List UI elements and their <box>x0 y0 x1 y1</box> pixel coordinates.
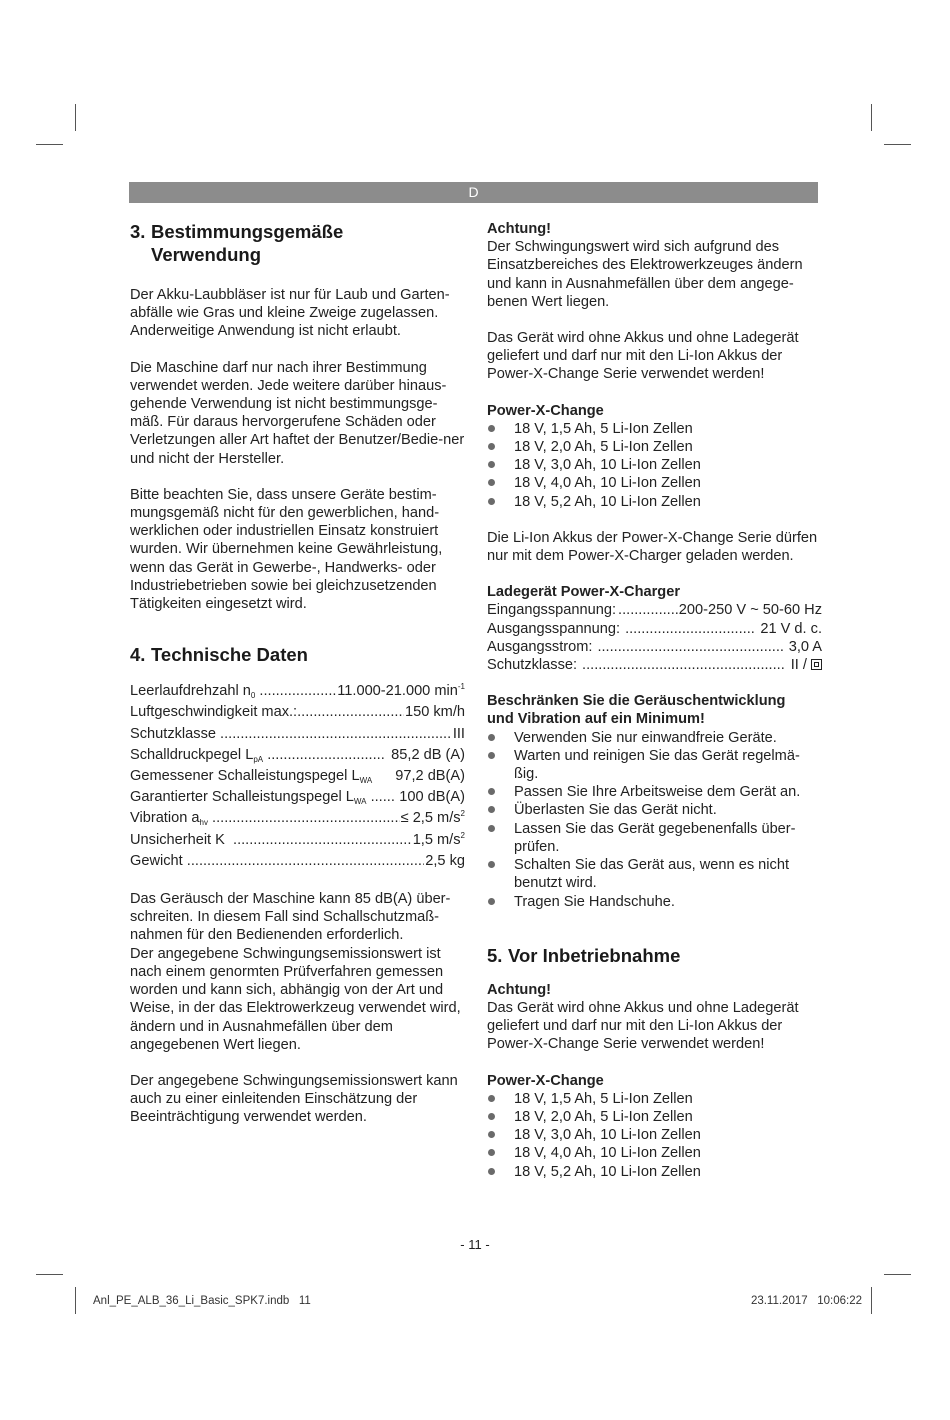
charge-text: Die Li-Ion Akkus der Power-X-Change Serie dürfen nur mit dem Power-X-Charger geladen werden. <box>487 529 818 565</box>
list-item: Überlasten Sie das Gerät nicht. <box>487 801 822 819</box>
section-3-paragraph: Bitte beachten Sie, dass unsere Geräte bestim-mungsgemäß nicht für den gewerblichen, hand-werklichen oder industriellen Einsatz konstruiert wurden. Wir übernehmen keine Gewährleistung, wenn das Gerät in Gewerbe-, Handwerks- oder Industriebetrieben sowie bei gleichzusetzenden Tätigkeiten eingesetzt wird. <box>130 486 443 613</box>
right-column <box>487 220 822 1181</box>
spec-value: ≤ 2,5 $m/s^2$ <box>400 809 465 827</box>
list-item: Passen Sie Ihre Arbeitsweise dem Gerät an. <box>487 783 822 801</box>
list-item: Schalten Sie das Gerät aus, wenn es nicht benutzt wird. <box>487 856 822 892</box>
charger-spec-value: 21 V d. c. <box>760 620 822 637</box>
list-item: 18 V, 4,0 Ah, 10 Li-Ion Zellen <box>487 474 822 492</box>
list-item: 18 V, 3,0 Ah, 10 Li-Ion Zellen <box>487 456 822 474</box>
charger-title: Ladegerät Power-X-Charger <box>487 584 681 601</box>
section-3-title-line1: Bestimmungsgemäße <box>151 221 344 242</box>
section-4-paragraph: Der angegebene Schwingungsemissionswert kann auch zu einer einleitenden Einschätzung der Beeinträchtigung verwendet werden. <box>130 1072 458 1126</box>
crop-mark <box>871 1287 872 1314</box>
section-3-number: 3. <box>130 221 146 242</box>
spec-label: Gemessener Schalleistungspegel $L_{WA}$ <box>130 768 373 786</box>
list-item: 18 V, 1,5 Ah, 5 Li-Ion Zellen <box>487 420 822 438</box>
charger-spec-row <box>487 656 822 674</box>
spec-row <box>130 681 465 702</box>
spec-row <box>130 745 465 766</box>
charger-spec-value: 3,0 A <box>788 638 822 655</box>
section-4-number: 4. <box>130 644 146 666</box>
spec-row <box>130 830 465 851</box>
spec-row <box>130 787 465 808</box>
list-item: Tragen Sie Handschuhe. <box>487 893 822 911</box>
spec-value: III <box>452 725 465 742</box>
section-4-paragraph: Der angegebene Schwingungsemissionswert ist nach einem genormten Prüfverfahren gemessen worden und kann sich, abhängig von der Art und Weise, in der das Elektrowerkzeug verwendet wird, ändern und in Ausnahmefällen über dem angegebenen Wert liegen. <box>130 945 461 1053</box>
list-item: 18 V, 2,0 Ah, 5 Li-Ion Zellen <box>487 1108 822 1126</box>
spec-label: Unsicherheit K <box>130 831 225 848</box>
spec-value: 1,5 $m/s^2$ <box>412 830 465 848</box>
language-header-bar <box>129 182 818 203</box>
achtung-text: Das Gerät wird ohne Akkus und ohne Ladegerät geliefert und darf nur mit den Li-Ion Akkus der Power-X-Change Serie verwendet werden! <box>487 999 799 1053</box>
pxc-title: Power-X-Change <box>487 402 604 419</box>
list-item: Warten und reinigen Sie das Gerät regelmä-ßig. <box>487 747 822 783</box>
achtung-text: Der Schwingungswert wird sich aufgrund des Einsatzbereiches des Elektrowerkzeuges ändern und kann in Ausnahmefällen über dem angege-benen Wert liegen. <box>487 239 803 310</box>
list-item: 18 V, 2,0 Ah, 5 Li-Ion Zellen <box>487 438 822 456</box>
charger-spec-row <box>487 601 822 619</box>
protection-class-ii-icon <box>811 659 822 670</box>
charger-spec-label: Ausgangsstrom: <box>487 638 593 655</box>
spec-label: Schutzklasse <box>130 725 216 742</box>
spec-label: Schalldruckpegel $L_{pA}$ <box>130 746 264 764</box>
noise-list <box>487 729 822 911</box>
list-item: 18 V, 4,0 Ah, 10 Li-Ion Zellen <box>487 1144 822 1162</box>
achtung-title: Achtung! <box>487 221 552 237</box>
section-5-title: Vor Inbetriebnahme <box>508 944 681 966</box>
crop-mark <box>36 144 63 145</box>
charger-spec-label: Eingangsspannung: <box>487 602 617 619</box>
section-4-title: Technische Daten <box>151 644 308 666</box>
footer-file-name: Anl_PE_ALB_36_Li_Basic_SPK7.indb 11 <box>93 1295 311 1307</box>
section-4-paragraph: Das Geräusch der Maschine kann 85 dB(A) über-schreiten. In diesem Fall sind Schallschutzmaß-nahmen für den Bedienenden erforderlich. <box>130 891 451 944</box>
crop-mark <box>871 104 872 131</box>
charger-spec-value: II / <box>786 656 822 674</box>
section-3-title-line2: Verwendung <box>151 244 261 265</box>
spec-value: 85,2 dB (A) <box>391 746 465 763</box>
charger-spec-row <box>487 638 822 656</box>
spec-label: Leerlaufdrehzahl $n_0$ <box>130 683 256 701</box>
delivery-text: Das Gerät wird ohne Akkus und ohne Ladegerät geliefert und darf nur mit den Li-Ion Akkus der Power-X-Change Serie verwendet werden! <box>487 330 799 383</box>
list-item: 18 V, 1,5 Ah, 5 Li-Ion Zellen <box>487 1090 822 1108</box>
noise-title: Beschränken Sie die Geräuschentwicklung und Vibration auf ein Minimum! <box>487 693 786 728</box>
pxc-list <box>487 1090 822 1181</box>
spec-label: Gewicht <box>130 852 183 869</box>
pxc-list <box>487 420 822 511</box>
spec-label: Garantierter Schalleistungspegel $L_{WA}$ <box>130 789 367 807</box>
crop-mark <box>884 1274 911 1275</box>
spec-value: 11.000-21.000 $\min^{-1}$ <box>337 682 465 700</box>
section-3-heading <box>130 220 465 266</box>
spec-label: Vibration $a_{hv}$ <box>130 810 208 828</box>
charger-spec-label: Ausgangsspannung: <box>487 620 621 637</box>
charger-spec-value: 200-250 V ~ 50-60 Hz <box>678 602 822 619</box>
spec-value: 97,2 dB(A) <box>395 768 465 785</box>
pxc-title: Power-X-Change <box>487 1072 604 1089</box>
section-4-heading <box>130 643 465 666</box>
list-item: 18 V, 5,2 Ah, 10 Li-Ion Zellen <box>487 1163 822 1181</box>
language-code: D <box>468 184 479 200</box>
spec-value: 2,5 kg <box>425 852 465 869</box>
section-3-paragraph: Der Akku-Laubbläser ist nur für Laub und Garten-abfälle wie Gras und kleine Zweige zugelassen. Anderweitige Anwendung ist nicht erlaubt. <box>130 287 450 340</box>
list-item: Lassen Sie das Gerät gegebenenfalls über-prüfen. <box>487 820 822 856</box>
achtung-title: Achtung! <box>487 981 552 998</box>
spec-row <box>130 851 465 872</box>
section-3-paragraph: Die Maschine darf nur nach ihrer Bestimmung verwendet werden. Jede weitere darüber hinaus-gehende Verwendung ist nicht bestimmungsge-mäß. Für daraus hervorgerufene Schäden oder Verletzungen aller Art haftet der Benutzer/Bedie-ner und nicht der Hersteller. <box>130 359 465 467</box>
left-column <box>130 220 465 1127</box>
spec-row <box>130 702 465 723</box>
crop-mark <box>36 1274 63 1275</box>
charger-spec-row <box>487 620 822 638</box>
list-item: 18 V, 3,0 Ah, 10 Li-Ion Zellen <box>487 1126 822 1144</box>
list-item: 18 V, 5,2 Ah, 10 Li-Ion Zellen <box>487 493 822 511</box>
charger-spec-label: Schutzklasse: <box>487 657 578 674</box>
crop-mark <box>884 144 911 145</box>
spec-row <box>130 766 465 787</box>
spec-label: Luftgeschwindigkeit max.: <box>130 704 298 721</box>
section-5-number: 5. <box>487 944 503 966</box>
page-number: - 11 - <box>460 1237 490 1252</box>
spec-value: 100 dB(A) <box>399 789 465 806</box>
footer-datetime: 23.11.2017 10:06:22 <box>750 1295 862 1307</box>
spec-row <box>130 808 465 829</box>
spec-value: 150 km/h <box>404 704 465 721</box>
crop-mark <box>75 104 76 131</box>
list-item: Verwenden Sie nur einwandfreie Geräte. <box>487 729 822 747</box>
crop-mark <box>75 1287 76 1314</box>
spec-row <box>130 724 465 745</box>
section-5-heading <box>487 944 822 967</box>
